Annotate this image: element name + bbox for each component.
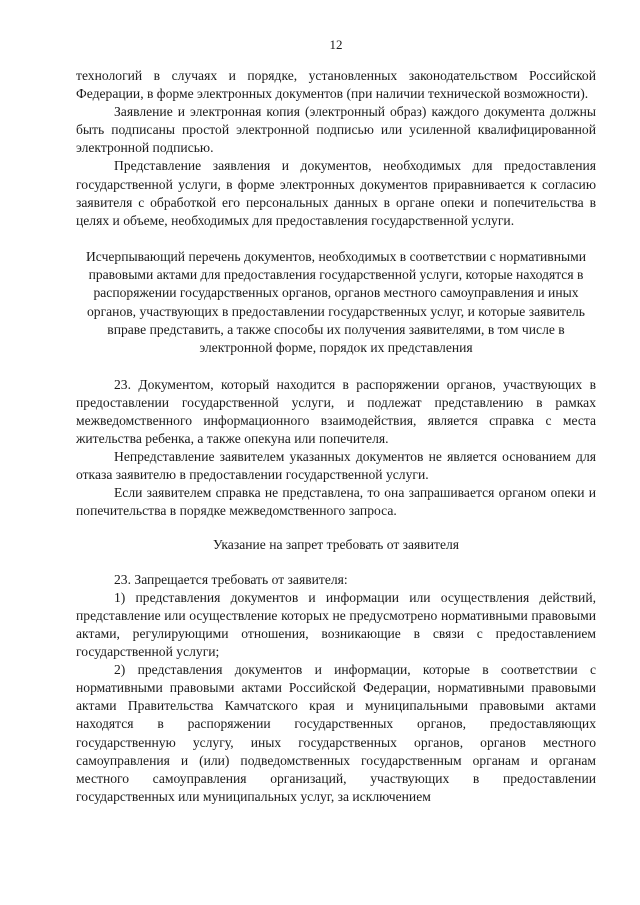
section-heading-documents-list: Исчерпывающий перечень документов, необходимых в соответствии с нормативными правовыми актами для предоставления государственной услуги, которые находятся в распоряжении государственных органов, органов местного самоуправления и иных органов, участвующих в предоставлении государственных услуг, и которые заявитель вправе представить, а также способы их получения заявителями, в том числе в электронной форме, порядок их представления	[85, 248, 586, 356]
section-heading-prohibition: Указание на запрет требовать от заявителя	[212, 537, 460, 553]
paragraph-subitem-1: 1) представления документов и информации или осуществления действий, представление или осуществление которых не предусмотрено нормативными правовыми актами, регулирующими отношения, возникающие в связи с предоставлением государственной услуги;	[76, 589, 596, 660]
paragraph-item-23-prohibited: 23. Запрещается требовать от заявителя:	[114, 571, 348, 587]
paragraph-signature: Заявление и электронная копия (электронный образ) каждого документа должны быть подписаны простой электронной подписью или усиленной квалифицированной электронной подписью.	[76, 104, 596, 156]
paragraph-consent: Представление заявления и документов, необходимых для предоставления государственной услуги, в форме электронных документов приравнивается к согласию заявителя с обработкой его персональных данных в органе опеки и попечительства в целях и объеме, необходимых для предоставления государственной услуги.	[76, 158, 596, 228]
document-page	[76, 0, 596, 905]
paragraph-continuation: технологий в случаях и порядке, установленных законодательством Российской Федерации, в форме электронных документов (при наличии технической возможности).	[76, 68, 596, 102]
paragraph-non-submission: Непредставление заявителем указанных документов не является основанием для отказа заявителю в предоставлении государственной услуги.	[76, 449, 596, 483]
document-body	[76, 67, 596, 806]
paragraph-item-23-documents: 23. Документом, который находится в распоряжении органов, участвующих в предоставлении государственной услуги, и подлежат представлению в рамках межведомственного информационного взаимодействия, является справка с места жительства ребенка, а также опекуна или попечителя.	[76, 376, 596, 446]
paragraph-subitem-2: 2) представления документов и информации, которые в соответствии с нормативными правовыми актами Российской Федерации, нормативными правовыми актами Правительства Камчатского края и муниципальными правовыми актами находятся в распоряжении государственных органов, предоставляющих государственную услугу, иных государственных органов, органов местного самоуправления и (или) подведомственных государственным органам и органам местного самоуправления организаций, участвующих в предоставлении государственных или муниципальных услуг, за исключением	[76, 662, 596, 804]
page-number: 12	[329, 37, 343, 52]
paragraph-interagency-request: Если заявителем справка не представлена, то она запрашивается органом опеки и попечительства в порядке межведомственного запроса.	[76, 485, 596, 519]
